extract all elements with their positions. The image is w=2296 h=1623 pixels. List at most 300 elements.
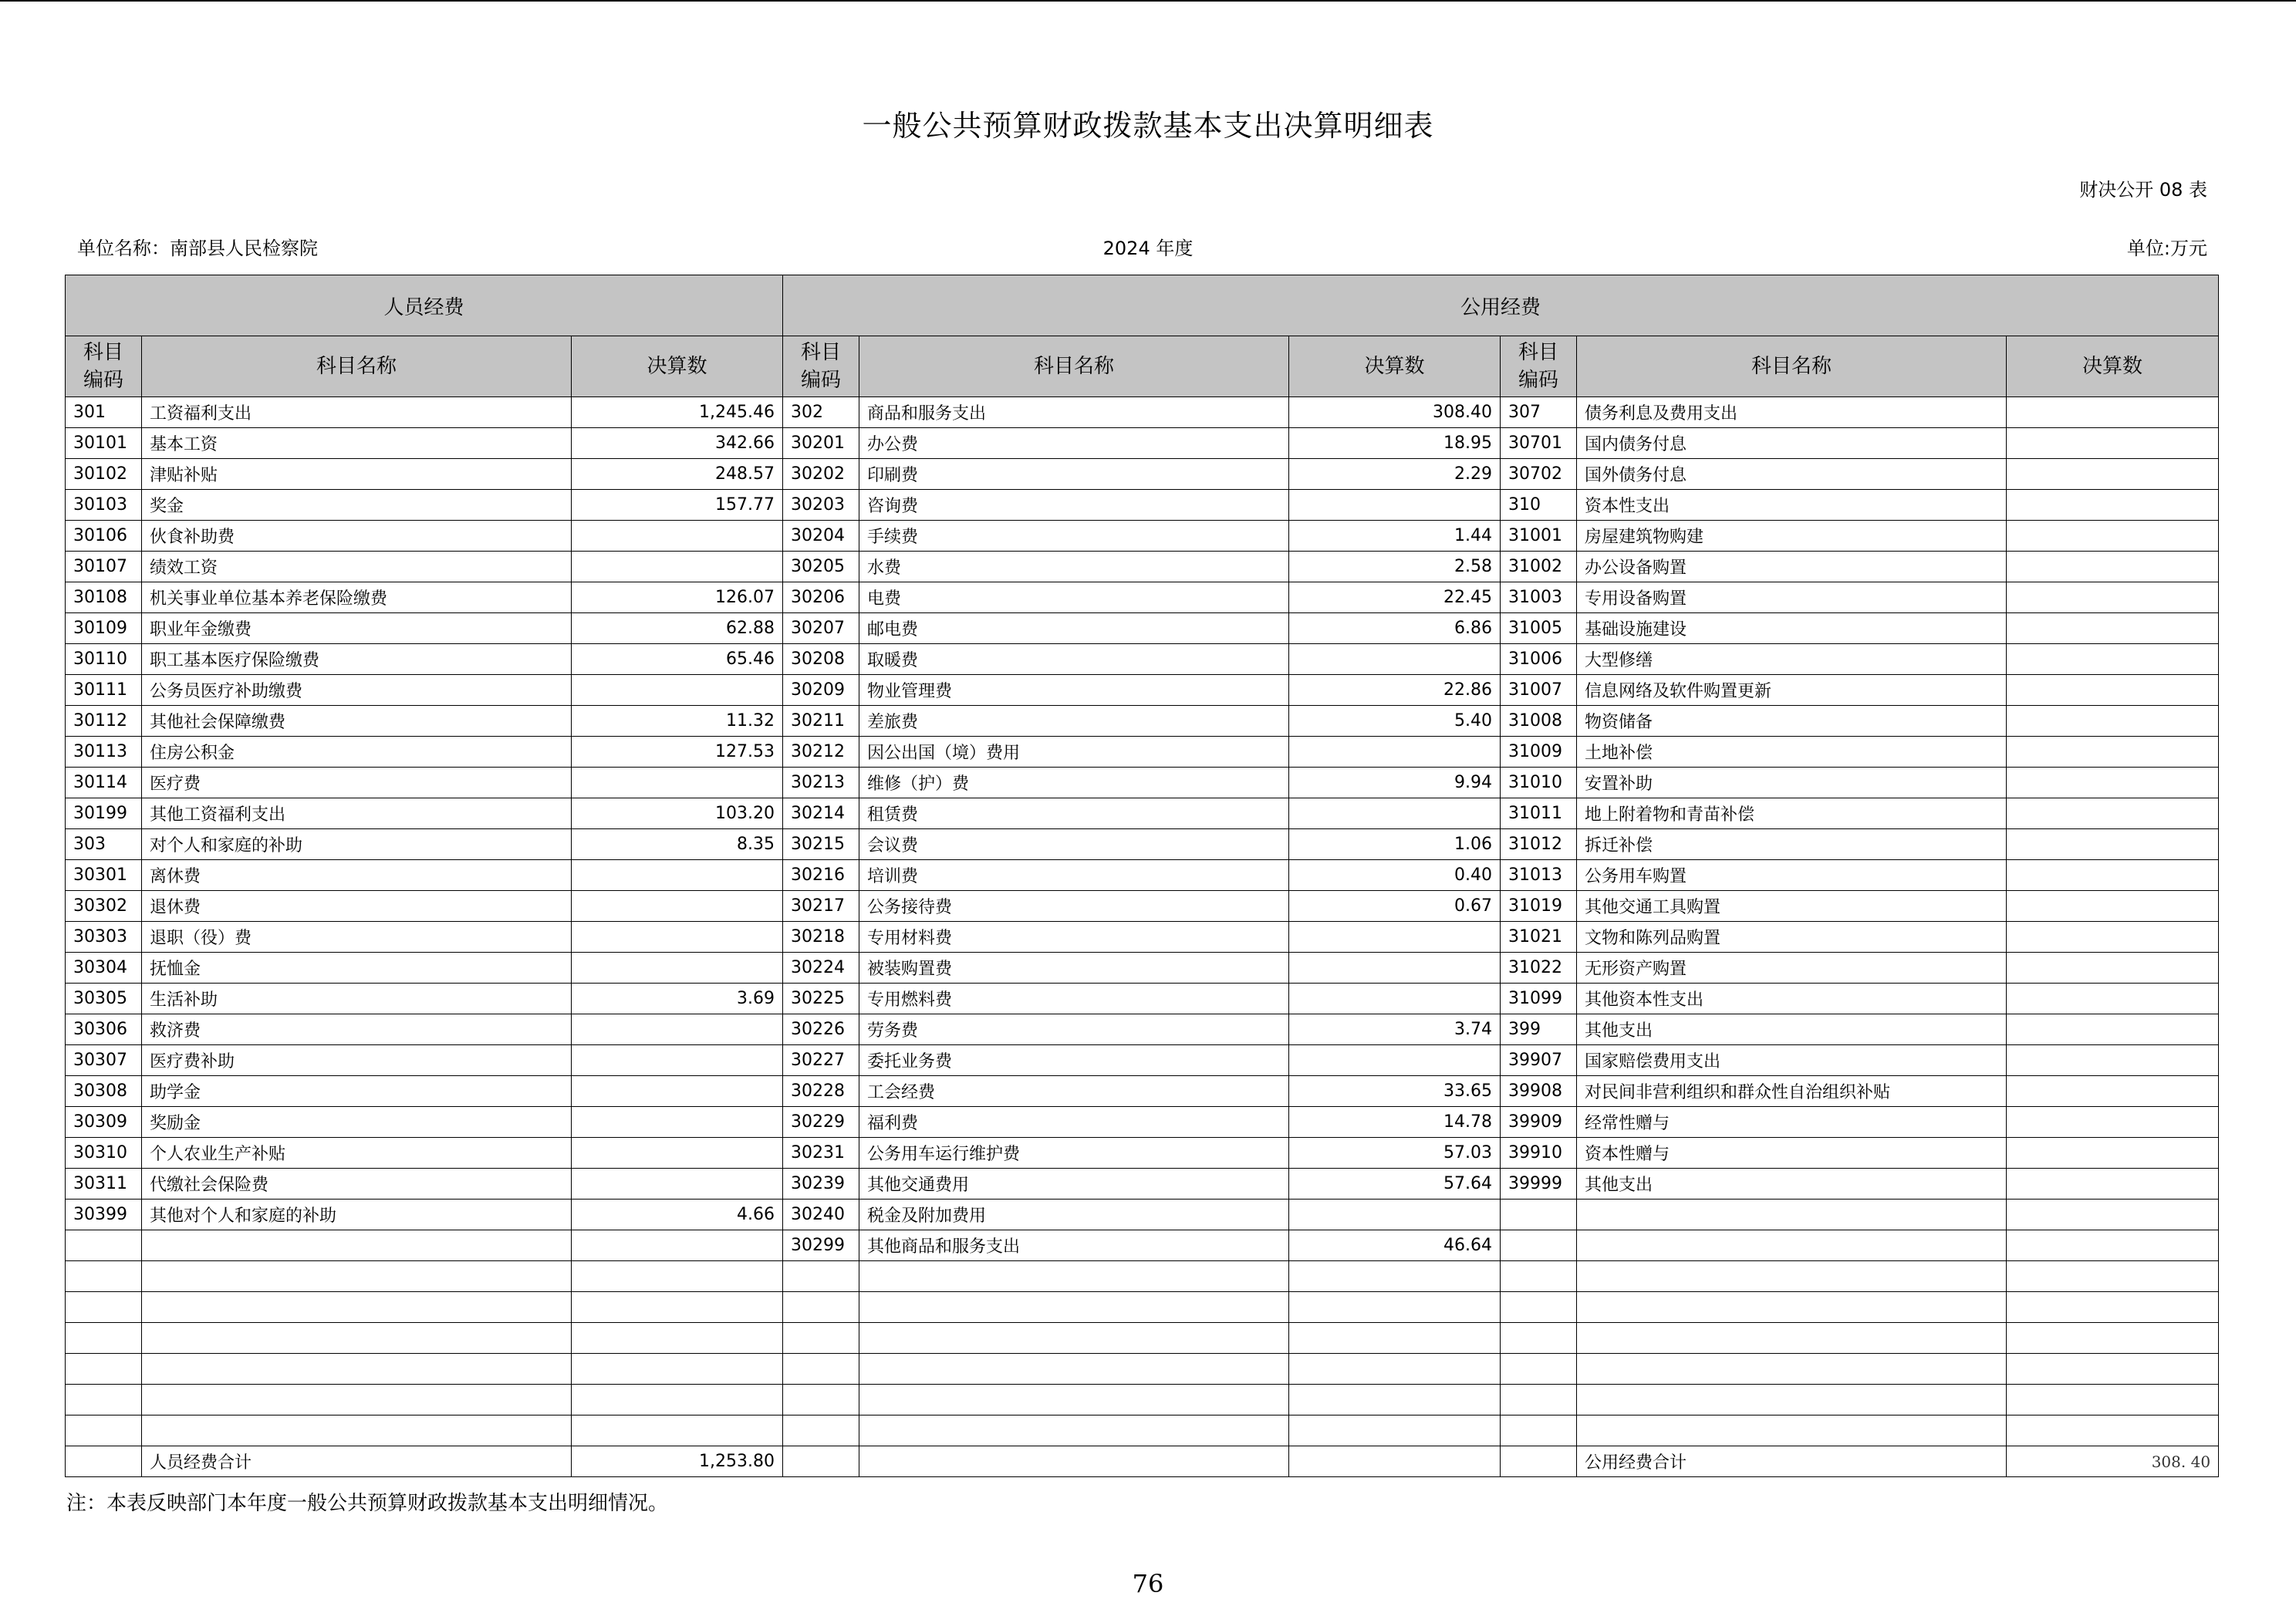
final-amount: [2007, 737, 2219, 768]
expenditure-table: [65, 275, 2219, 1477]
subject-code: 30310: [66, 1138, 142, 1169]
subject-name: [142, 1230, 572, 1261]
group-header-row: [66, 275, 2219, 336]
subject-name: [142, 1415, 572, 1446]
subject-name: 会议费: [859, 829, 1289, 860]
final-amount: [1289, 1354, 1501, 1385]
table-row: [66, 490, 2219, 521]
final-amount: [2007, 613, 2219, 644]
subject-name: 劳务费: [859, 1014, 1289, 1045]
subject-code: 31010: [1501, 768, 1577, 798]
final-amount: [2007, 1169, 2219, 1200]
subject-code: 30199: [66, 798, 142, 829]
table-row: [66, 1014, 2219, 1045]
subject-name: 专用材料费: [859, 922, 1289, 953]
subject-name: 物业管理费: [859, 675, 1289, 706]
final-amount: [2007, 521, 2219, 552]
final-amount: [2007, 984, 2219, 1014]
final-amount: [1289, 1415, 1501, 1446]
final-amount: [2007, 860, 2219, 891]
subject-code: 31011: [1501, 798, 1577, 829]
subject-name: 物资储备: [1577, 706, 2007, 737]
subject-code: [1501, 1385, 1577, 1415]
subject-code: 30211: [783, 706, 859, 737]
subject-code: 30202: [783, 459, 859, 490]
final-amount: [1289, 1323, 1501, 1354]
subject-name: 基础设施建设: [1577, 613, 2007, 644]
subject-code: 30207: [783, 613, 859, 644]
subject-name: 其他社会保障缴费: [142, 706, 572, 737]
subject-name: 其他交通工具购置: [1577, 891, 2007, 922]
subject-name: 工会经费: [859, 1076, 1289, 1107]
subject-name: 手续费: [859, 521, 1289, 552]
subject-name: 代缴社会保险费: [142, 1169, 572, 1200]
final-amount: 57.03: [1289, 1138, 1501, 1169]
subject-code: [66, 1230, 142, 1261]
subject-code: 30204: [783, 521, 859, 552]
subject-name: 无形资产购置: [1577, 953, 2007, 984]
table-row: [66, 428, 2219, 459]
subject-code: 30107: [66, 552, 142, 582]
subject-name: 租赁费: [859, 798, 1289, 829]
subject-code: 30307: [66, 1045, 142, 1076]
subject-name: 税金及附加费用: [859, 1200, 1289, 1230]
subject-code: 30218: [783, 922, 859, 953]
subject-code: 30201: [783, 428, 859, 459]
subject-code: 30305: [66, 984, 142, 1014]
subject-code: 30203: [783, 490, 859, 521]
subject-code: 30205: [783, 552, 859, 582]
name-header: 科目名称: [859, 336, 1289, 397]
subject-name: 办公设备购置: [1577, 552, 2007, 582]
table-row: [66, 1292, 2219, 1323]
subject-code: 30208: [783, 644, 859, 675]
subject-code: 30111: [66, 675, 142, 706]
subject-name: 拆迁补偿: [1577, 829, 2007, 860]
subject-code: 30399: [66, 1200, 142, 1230]
fiscal-year: 2024 年度: [1102, 238, 1194, 259]
final-amount: [2007, 675, 2219, 706]
table-row: [66, 613, 2219, 644]
subject-code: 30303: [66, 922, 142, 953]
subject-name: [859, 1385, 1289, 1415]
subject-name: 印刷费: [859, 459, 1289, 490]
final-amount: [2007, 1415, 2219, 1446]
subject-code: 30212: [783, 737, 859, 768]
code-header: 科目 编码: [1501, 336, 1577, 397]
subject-code: 30302: [66, 891, 142, 922]
subject-name: 地上附着物和青苗补偿: [1577, 798, 2007, 829]
final-amount: [572, 1292, 783, 1323]
final-amount: [572, 1107, 783, 1138]
final-amount: 46.64: [1289, 1230, 1501, 1261]
table-row: [66, 1138, 2219, 1169]
subject-code: 310: [1501, 490, 1577, 521]
subject-name: 其他支出: [1577, 1169, 2007, 1200]
subject-code: 31003: [1501, 582, 1577, 613]
final-amount: [572, 552, 783, 582]
subject-code: 31099: [1501, 984, 1577, 1014]
final-amount: 65.46: [572, 644, 783, 675]
final-amount: [2007, 1354, 2219, 1385]
subject-name: [859, 1261, 1289, 1292]
subject-code: 30112: [66, 706, 142, 737]
subject-name: 维修（护）费: [859, 768, 1289, 798]
subject-name: 信息网络及软件购置更新: [1577, 675, 2007, 706]
final-amount: 157.77: [572, 490, 783, 521]
subject-name: 培训费: [859, 860, 1289, 891]
subject-code: [1501, 1230, 1577, 1261]
subject-code: 30239: [783, 1169, 859, 1200]
table-row: [66, 1323, 2219, 1354]
subject-code: 30110: [66, 644, 142, 675]
table-row: [66, 1415, 2219, 1446]
subject-name: 住房公积金: [142, 737, 572, 768]
subject-name: 医疗费: [142, 768, 572, 798]
subject-code: 31022: [1501, 953, 1577, 984]
subject-name: 其他对个人和家庭的补助: [142, 1200, 572, 1230]
subject-name: [1577, 1261, 2007, 1292]
empty-cell: [1501, 1446, 1577, 1477]
final-amount: 2.58: [1289, 552, 1501, 582]
final-amount: [2007, 1045, 2219, 1076]
subject-code: 30229: [783, 1107, 859, 1138]
subject-code: 30227: [783, 1045, 859, 1076]
subject-code: 30224: [783, 953, 859, 984]
final-amount: [2007, 459, 2219, 490]
form-number: 财决公开 08 表: [2079, 179, 2207, 201]
final-amount: [1289, 1045, 1501, 1076]
subject-code: 30114: [66, 768, 142, 798]
final-amount: [1289, 644, 1501, 675]
subject-code: 303: [66, 829, 142, 860]
subject-name: 因公出国（境）费用: [859, 737, 1289, 768]
subject-name: 生活补助: [142, 984, 572, 1014]
subject-name: 退休费: [142, 891, 572, 922]
final-amount: [572, 1385, 783, 1415]
subject-name: 专用燃料费: [859, 984, 1289, 1014]
subject-name: 医疗费补助: [142, 1045, 572, 1076]
subject-code: 30216: [783, 860, 859, 891]
final-amount: [2007, 1200, 2219, 1230]
subject-name: 公务接待费: [859, 891, 1289, 922]
table-row: [66, 1169, 2219, 1200]
table-row: [66, 1076, 2219, 1107]
empty-cell: [66, 1446, 142, 1477]
public-header: 公用经费: [783, 275, 2219, 336]
personnel-total-value: 1,253.80: [572, 1446, 783, 1477]
empty-cell: [859, 1446, 1289, 1477]
final-amount: 248.57: [572, 459, 783, 490]
final-amount: 342.66: [572, 428, 783, 459]
final-amount: 1.06: [1289, 829, 1501, 860]
subject-name: 房屋建筑物购建: [1577, 521, 2007, 552]
final-amount: [572, 675, 783, 706]
table-row: [66, 1261, 2219, 1292]
subject-code: 30102: [66, 459, 142, 490]
final-amount: [572, 1230, 783, 1261]
subject-code: 30109: [66, 613, 142, 644]
subject-name: 抚恤金: [142, 953, 572, 984]
subject-name: 福利费: [859, 1107, 1289, 1138]
table-row: [66, 860, 2219, 891]
empty-cell: [783, 1446, 859, 1477]
subject-code: 30113: [66, 737, 142, 768]
subject-code: [66, 1415, 142, 1446]
final-amount: [572, 1169, 783, 1200]
table-row: [66, 829, 2219, 860]
subject-code: 30231: [783, 1138, 859, 1169]
final-amount: [572, 891, 783, 922]
final-amount: [572, 1138, 783, 1169]
name-header: 科目名称: [142, 336, 572, 397]
subject-code: 30309: [66, 1107, 142, 1138]
final-amount: [572, 1076, 783, 1107]
table-row: [66, 582, 2219, 613]
subject-name: 大型修缮: [1577, 644, 2007, 675]
final-amount: [2007, 1014, 2219, 1045]
subject-code: 31009: [1501, 737, 1577, 768]
table-row: [66, 1107, 2219, 1138]
subject-code: 30217: [783, 891, 859, 922]
subject-code: 30103: [66, 490, 142, 521]
final-amount: [1289, 1261, 1501, 1292]
subject-code: 30299: [783, 1230, 859, 1261]
subject-name: 商品和服务支出: [859, 397, 1289, 428]
subject-name: 经常性赠与: [1577, 1107, 2007, 1138]
final-amount: [1289, 953, 1501, 984]
subject-name: 债务利息及费用支出: [1577, 397, 2007, 428]
table-row: [66, 521, 2219, 552]
subject-name: 对个人和家庭的补助: [142, 829, 572, 860]
amount-header: 决算数: [1289, 336, 1501, 397]
subject-name: [1577, 1200, 2007, 1230]
subject-name: 邮电费: [859, 613, 1289, 644]
subject-code: 30108: [66, 582, 142, 613]
subject-name: 对民间非营利组织和群众性自治组织补贴: [1577, 1076, 2007, 1107]
final-amount: [572, 1045, 783, 1076]
subject-code: 39907: [1501, 1045, 1577, 1076]
table-row: [66, 891, 2219, 922]
final-amount: [2007, 798, 2219, 829]
public-total-label: 公用经费合计: [1577, 1446, 2007, 1477]
subject-name: [859, 1415, 1289, 1446]
amount-header: 决算数: [572, 336, 783, 397]
subject-name: [1577, 1385, 2007, 1415]
subject-name: 其他支出: [1577, 1014, 2007, 1045]
subject-code: [1501, 1200, 1577, 1230]
final-amount: 22.45: [1289, 582, 1501, 613]
subject-code: [66, 1292, 142, 1323]
final-amount: [1289, 798, 1501, 829]
table-row: [66, 1200, 2219, 1230]
subject-code: 31013: [1501, 860, 1577, 891]
subject-name: 工资福利支出: [142, 397, 572, 428]
final-amount: [1289, 984, 1501, 1014]
subject-name: 委托业务费: [859, 1045, 1289, 1076]
subject-code: 31002: [1501, 552, 1577, 582]
final-amount: [2007, 582, 2219, 613]
subject-code: 30225: [783, 984, 859, 1014]
subject-name: 其他商品和服务支出: [859, 1230, 1289, 1261]
subject-code: 30213: [783, 768, 859, 798]
final-amount: 3.69: [572, 984, 783, 1014]
subject-name: 国外债务付息: [1577, 459, 2007, 490]
final-amount: [2007, 1107, 2219, 1138]
subject-name: 取暖费: [859, 644, 1289, 675]
subject-code: 31007: [1501, 675, 1577, 706]
subject-code: 30701: [1501, 428, 1577, 459]
personnel-header: 人员经费: [66, 275, 783, 336]
subject-name: 机关事业单位基本养老保险缴费: [142, 582, 572, 613]
final-amount: [2007, 428, 2219, 459]
final-amount: [572, 1354, 783, 1385]
subject-name: 电费: [859, 582, 1289, 613]
table-row: [66, 1045, 2219, 1076]
table-row: [66, 953, 2219, 984]
final-amount: [2007, 829, 2219, 860]
final-amount: 62.88: [572, 613, 783, 644]
final-amount: 14.78: [1289, 1107, 1501, 1138]
subject-code: 39908: [1501, 1076, 1577, 1107]
subject-name: 职工基本医疗保险缴费: [142, 644, 572, 675]
subject-name: 水费: [859, 552, 1289, 582]
subject-name: 退职（役）费: [142, 922, 572, 953]
code-header: 科目 编码: [66, 336, 142, 397]
final-amount: 1,245.46: [572, 397, 783, 428]
top-border-line: [0, 0, 2296, 2]
subject-code: [1501, 1354, 1577, 1385]
subject-code: [1501, 1323, 1577, 1354]
table-row: [66, 737, 2219, 768]
final-amount: [2007, 1230, 2219, 1261]
final-amount: [2007, 1261, 2219, 1292]
final-amount: 308.40: [1289, 397, 1501, 428]
table-row: [66, 768, 2219, 798]
subject-code: [783, 1323, 859, 1354]
subject-name: 咨询费: [859, 490, 1289, 521]
final-amount: 126.07: [572, 582, 783, 613]
subject-code: 39909: [1501, 1107, 1577, 1138]
subject-name: 奖励金: [142, 1107, 572, 1138]
final-amount: [572, 1323, 783, 1354]
subject-code: 31019: [1501, 891, 1577, 922]
subject-code: [783, 1385, 859, 1415]
subject-name: 差旅费: [859, 706, 1289, 737]
final-amount: 4.66: [572, 1200, 783, 1230]
subject-code: 399: [1501, 1014, 1577, 1045]
final-amount: [572, 1415, 783, 1446]
currency-unit: 单位:万元: [2126, 238, 2207, 259]
subject-name: [859, 1292, 1289, 1323]
subject-code: 30308: [66, 1076, 142, 1107]
subject-code: [783, 1261, 859, 1292]
final-amount: [1289, 1292, 1501, 1323]
subject-code: 302: [783, 397, 859, 428]
totals-row: [66, 1446, 2219, 1477]
final-amount: [1289, 737, 1501, 768]
subject-code: 30206: [783, 582, 859, 613]
subject-name: 资本性赠与: [1577, 1138, 2007, 1169]
table-row: [66, 1230, 2219, 1261]
final-amount: [2007, 1323, 2219, 1354]
final-amount: 3.74: [1289, 1014, 1501, 1045]
subject-name: 被装购置费: [859, 953, 1289, 984]
subject-name: 土地补偿: [1577, 737, 2007, 768]
subject-name: [142, 1354, 572, 1385]
final-amount: [2007, 953, 2219, 984]
subject-name: 助学金: [142, 1076, 572, 1107]
final-amount: 33.65: [1289, 1076, 1501, 1107]
final-amount: [2007, 1292, 2219, 1323]
subject-name: [142, 1261, 572, 1292]
final-amount: [2007, 768, 2219, 798]
table-row: [66, 644, 2219, 675]
subject-code: 39999: [1501, 1169, 1577, 1200]
subject-name: 资本性支出: [1577, 490, 2007, 521]
final-amount: [2007, 1385, 2219, 1415]
subject-name: 救济费: [142, 1014, 572, 1045]
table-row: [66, 922, 2219, 953]
subject-code: [66, 1385, 142, 1415]
subject-name: [1577, 1415, 2007, 1446]
final-amount: 0.67: [1289, 891, 1501, 922]
subject-code: 30215: [783, 829, 859, 860]
subject-name: 离休费: [142, 860, 572, 891]
table-row: [66, 397, 2219, 428]
final-amount: [2007, 397, 2219, 428]
final-amount: [2007, 922, 2219, 953]
final-amount: [2007, 1138, 2219, 1169]
final-amount: 0.40: [1289, 860, 1501, 891]
final-amount: 127.53: [572, 737, 783, 768]
subject-code: 307: [1501, 397, 1577, 428]
final-amount: 1.44: [1289, 521, 1501, 552]
subject-code: [66, 1354, 142, 1385]
subject-name: 其他交通费用: [859, 1169, 1289, 1200]
subject-name: 公务员医疗补助缴费: [142, 675, 572, 706]
final-amount: 11.32: [572, 706, 783, 737]
subject-name: 文物和陈列品购置: [1577, 922, 2007, 953]
subject-code: 31008: [1501, 706, 1577, 737]
subject-code: 31001: [1501, 521, 1577, 552]
subject-code: 30101: [66, 428, 142, 459]
final-amount: 8.35: [572, 829, 783, 860]
subject-code: 30106: [66, 521, 142, 552]
subject-name: [859, 1323, 1289, 1354]
subject-code: 30311: [66, 1169, 142, 1200]
subject-name: 公务用车购置: [1577, 860, 2007, 891]
subject-name: 绩效工资: [142, 552, 572, 582]
table-row: [66, 706, 2219, 737]
subject-name: 职业年金缴费: [142, 613, 572, 644]
subject-name: 国家赔偿费用支出: [1577, 1045, 2007, 1076]
table-row: [66, 552, 2219, 582]
final-amount: [2007, 891, 2219, 922]
personnel-total-label: 人员经费合计: [142, 1446, 572, 1477]
final-amount: [1289, 922, 1501, 953]
subject-code: 30240: [783, 1200, 859, 1230]
footnote: 注：本表反映部门本年度一般公共预算财政拨款基本支出明细情况。: [66, 1492, 669, 1515]
subject-code: [783, 1292, 859, 1323]
empty-cell: [1289, 1446, 1501, 1477]
subject-name: [142, 1323, 572, 1354]
subject-name: 基本工资: [142, 428, 572, 459]
subject-code: 31012: [1501, 829, 1577, 860]
subject-name: 国内债务付息: [1577, 428, 2007, 459]
amount-header: 决算数: [2007, 336, 2219, 397]
subject-code: [783, 1415, 859, 1446]
